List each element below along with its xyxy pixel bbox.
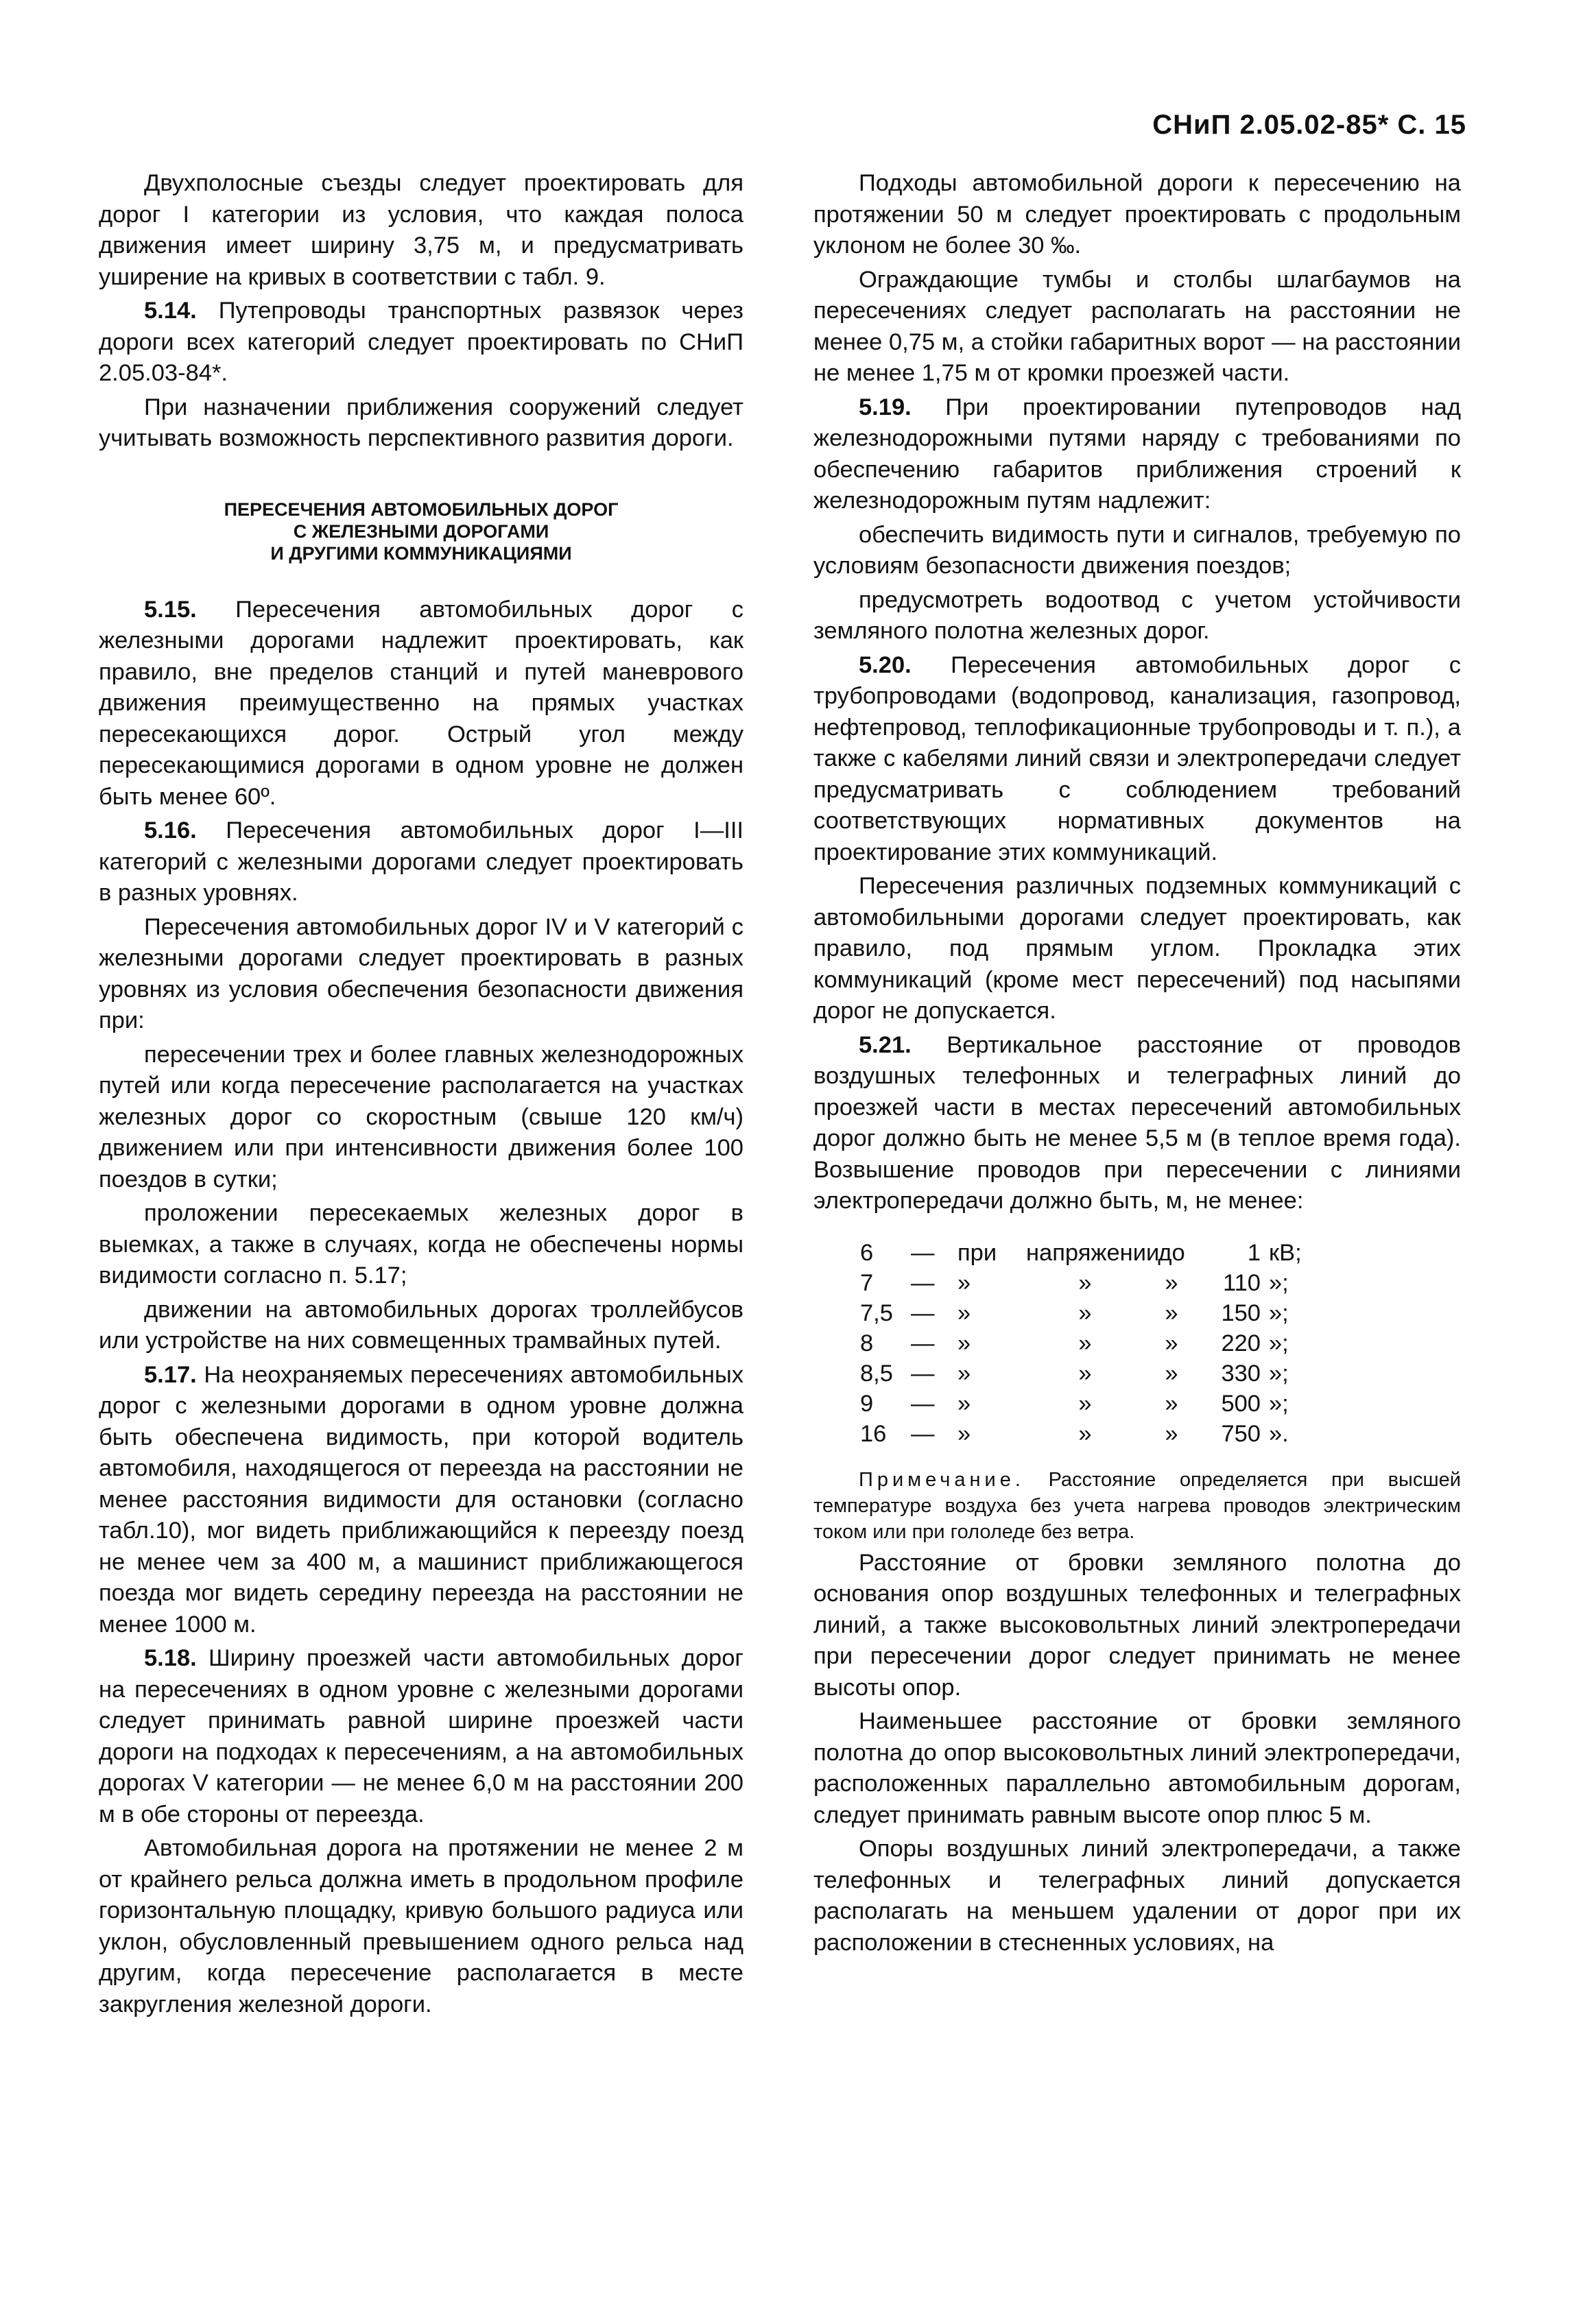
note-text: Расстояние определяется при высшей температуре воздуха без учета нагрева проводов электрическим током или при гололеде без ветра. [813, 1468, 1461, 1543]
voltage-row [813, 1419, 1461, 1449]
note-label: Примечание. [859, 1468, 1025, 1491]
paragraph: Опоры воздушных линий электропередачи, а также телефонных и телеграфных линий допускается располагать на меньшем удалении от дорог при их расположении в стесненных условиях, на [813, 1836, 1461, 1956]
clause-5-21 [813, 1030, 1461, 1217]
voltage-cell: — [911, 1269, 935, 1296]
voltage-row [813, 1389, 1461, 1419]
clause-number: 5.21. [859, 1031, 912, 1058]
clause-number: 5.17. [144, 1361, 197, 1388]
voltage-cell: 1 [1247, 1239, 1261, 1266]
paragraph: движении на автомобильных дорогах троллейбусов или устройстве на них совмещенных трамвайных путей. [99, 1296, 743, 1354]
paragraph: Расстояние от бровки земляного полотна до основания опор воздушных телефонных и телеграфных линий, а также высоковольтных линий электропередачи при пересечении дорог следует принимать не менее высоты опор. [813, 1549, 1461, 1701]
voltage-cell: — [911, 1299, 935, 1326]
note [813, 1467, 1461, 1545]
paragraph: Автомобильная дорога на протяжении не менее 2 м от крайнего рельса должна иметь в продольном профиле горизонтальную площадку, кривую большого радиуса или уклон, обусловленный превышением одного рельса над другим, когда пересечение располагается в месте закругления железной дороги. [99, 1835, 743, 2017]
voltage-cell: 330 [1221, 1360, 1261, 1387]
voltage-cell: » [1165, 1420, 1178, 1447]
voltage-cell: 500 [1221, 1390, 1261, 1417]
voltage-cell: » [1078, 1420, 1092, 1447]
voltage-cell: при [957, 1239, 997, 1266]
clause-text: На неохраняемых пересечениях автомобильных дорог с железными дорогами в одном уровне должна быть обеспечена видимость, при которой водитель автомобиля, находящегося от переезда на расстоянии не менее расстояния видимости для остановки (согласно табл.10), мог видеть приближающийся к переезду поезд не менее чем за 400 м, а машинист приближающегося поезда мог видеть середину переезда на расстоянии не менее 1000 м. [99, 1361, 743, 1638]
paragraph: Двухполосные съезды следует проектировать для дорог I категории из условия, что каждая полоса движения имеет ширину 3,75 м, и предусматривать уширение на кривых в соответствии с табл. 9. [99, 170, 743, 290]
voltage-row [813, 1358, 1461, 1389]
voltage-cell: »; [1269, 1360, 1289, 1387]
voltage-cell: » [1165, 1269, 1178, 1296]
clause-text: Вертикальное расстояние от проводов воздушных телефонных и телеграфных линий до проезжей части в местах пересечений автомобильных дорог должно быть не менее 5,5 м (в теплое время года). Возвышение проводов при пересечении с линиями электропередачи должно быть, м, не менее: [813, 1031, 1461, 1214]
voltage-cell: » [957, 1330, 971, 1356]
voltage-cell: — [911, 1360, 935, 1387]
clause-5-17 [99, 1360, 743, 1641]
voltage-cell: »; [1269, 1299, 1289, 1326]
running-header: СНиП 2.05.02-85* С. 15 [1152, 110, 1466, 140]
voltage-cell: 750 [1221, 1420, 1261, 1447]
voltage-cell: до [1158, 1239, 1185, 1266]
voltage-cell: » [1165, 1390, 1178, 1417]
paragraph: пересечении трех и более главных железнодорожных путей или когда пересечение располагается на участках железных дорог со скоростным (свыше 120 км/ч) движением или при интенсивности движения более 100 поездов в сутки; [99, 1041, 743, 1193]
paragraph: обеспечить видимость пути и сигналов, требуемую по условиям безопасности движения поездов; [813, 521, 1461, 579]
voltage-cell: 8 [860, 1330, 874, 1356]
voltage-cell: 7,5 [860, 1299, 893, 1326]
voltage-cell: » [1078, 1269, 1092, 1296]
voltage-cell: 150 [1221, 1299, 1261, 1326]
clause-text: Пересечения автомобильных дорог I—III категорий с железными дорогами следует проектировать в разных уровнях. [99, 817, 743, 906]
section-title-line: С ЖЕЛЕЗНЫМИ ДОРОГАМИ [293, 520, 549, 542]
clause-number: 5.18. [144, 1645, 197, 1671]
voltage-cell: » [1078, 1330, 1092, 1356]
voltage-cell: » [957, 1390, 971, 1417]
left-column [99, 168, 743, 2023]
voltage-cell: 220 [1221, 1330, 1261, 1356]
clause-number: 5.19. [859, 394, 912, 420]
voltage-row [813, 1268, 1461, 1298]
clause-5-18 [99, 1643, 743, 1830]
right-column [813, 168, 1461, 1961]
voltage-cell: » [957, 1269, 971, 1296]
voltage-cell: — [911, 1390, 935, 1417]
voltage-cell: 110 [1222, 1269, 1261, 1296]
voltage-cell: » [1165, 1299, 1178, 1326]
clause-text: Пересечения автомобильных дорог с железными дорогами надлежит проектировать, как правило, вне пределов станций и путей маневрового движения преимущественно на прямых участках пересекающихся дорог. Острый угол между пересекающимися дорогами в одном уровне не должен быть менее 60º. [99, 596, 743, 810]
paragraph: проложении пересекаемых железных дорог в выемках, а также в случаях, когда не обеспечены нормы видимости согласно п. 5.17; [99, 1200, 743, 1289]
voltage-cell: » [957, 1299, 971, 1326]
section-title-line: ПЕРЕСЕЧЕНИЯ АВТОМОБИЛЬНЫХ ДОРОГ [224, 499, 619, 520]
voltage-cell: » [957, 1360, 971, 1387]
clause-5-19 [813, 392, 1461, 517]
clause-5-20 [813, 650, 1461, 869]
voltage-cell: 7 [860, 1269, 874, 1296]
paragraph: При назначении приближения сооружений следует учитывать возможность перспективного развития дороги. [99, 394, 743, 451]
voltage-cell: 9 [860, 1390, 874, 1417]
voltage-cell: ». [1269, 1420, 1289, 1447]
voltage-cell: 8,5 [860, 1360, 893, 1387]
voltage-row [813, 1328, 1461, 1358]
voltage-cell: » [957, 1420, 971, 1447]
section-title-line: И ДРУГИМИ КОММУНИКАЦИЯМИ [270, 542, 572, 564]
clause-text: Путепроводы транспортных развязок через дороги всех категорий следует проектировать по СНиП 2.05.03-84*. [99, 298, 743, 386]
voltage-cell: » [1078, 1299, 1092, 1326]
voltage-cell: » [1078, 1390, 1092, 1417]
clause-5-14 [99, 296, 743, 390]
clause-5-16 [99, 815, 743, 909]
paragraph: предусмотреть водоотвод с учетом устойчивости земляного полотна железных дорог. [813, 586, 1461, 644]
voltage-cell: — [911, 1239, 935, 1266]
clause-text: Ширину проезжей части автомобильных дорог на пересечениях в одном уровне с железными дорогами следует принимать равной ширине проезжей части дороги на подходах к пересечениям, а на автомобильных дорогах V категории — не менее 6,0 м на расстоянии 200 м в обе стороны от переезда. [99, 1645, 743, 1828]
voltage-row [813, 1298, 1461, 1328]
voltage-cell: 16 [860, 1420, 887, 1447]
clause-text: При проектировании путепроводов над железнодорожными путями наряду с требованиями по обеспечению габаритов приближения строений к железнодорожным путям надлежит: [813, 394, 1461, 514]
clause-5-15 [99, 595, 743, 813]
voltage-cell: — [911, 1420, 935, 1447]
clause-number: 5.16. [144, 817, 197, 843]
voltage-cell: напряжении [1026, 1239, 1160, 1266]
voltage-cell: 6 [860, 1239, 874, 1266]
paragraph: Ограждающие тумбы и столбы шлагбаумов на пересечениях следует располагать на расстоянии не менее 0,75 м, а стойки габаритных ворот — на расстоянии не менее 1,75 м от кромки проезжей части. [813, 266, 1461, 386]
paragraph: Подходы автомобильной дороги к пересечению на протяжении 50 м следует проектировать с продольным уклоном не более 30 ‰. [813, 170, 1461, 259]
voltage-cell: »; [1269, 1330, 1289, 1356]
voltage-cell: »; [1269, 1269, 1289, 1296]
voltage-row [813, 1238, 1461, 1268]
voltage-cell: кВ; [1269, 1239, 1302, 1266]
voltage-cell: » [1078, 1360, 1092, 1387]
clause-number: 5.15. [144, 596, 197, 623]
voltage-clearance-table [813, 1238, 1461, 1449]
voltage-cell: » [1165, 1360, 1178, 1387]
paragraph: Пересечения различных подземных коммуникаций с автомобильными дорогами следует проектировать, как правило, под прямым углом. Прокладка этих коммуникаций (кроме мест пересечений) под насыпями дорог не допускается. [813, 873, 1461, 1024]
clause-number: 5.14. [144, 298, 197, 324]
clause-text: Пересечения автомобильных дорог с трубопроводами (водопровод, канализация, газопровод, нефтепровод, теплофикационные трубопроводы и т. п.), а также с кабелями линий связи и электропередачи следует предусматривать с соблюдением требований соответствующих нормативных документов на проектирование этих коммуникаций. [813, 651, 1461, 865]
section-title [99, 499, 743, 564]
voltage-cell: »; [1269, 1390, 1289, 1417]
clause-number: 5.20. [859, 651, 912, 678]
voltage-cell: — [911, 1330, 935, 1356]
paragraph: Наименьшее расстояние от бровки земляного полотна до опор высоковольтных линий электропередачи, расположенных параллельно автомобильным дорогам, следует принимать равным высоте опор плюс 5 м. [813, 1708, 1461, 1828]
paragraph: Пересечения автомобильных дорог IV и V категорий с железными дорогами следует проектировать в разных уровнях из условия обеспечения безопасности движения при: [99, 913, 743, 1033]
voltage-cell: » [1165, 1330, 1178, 1356]
